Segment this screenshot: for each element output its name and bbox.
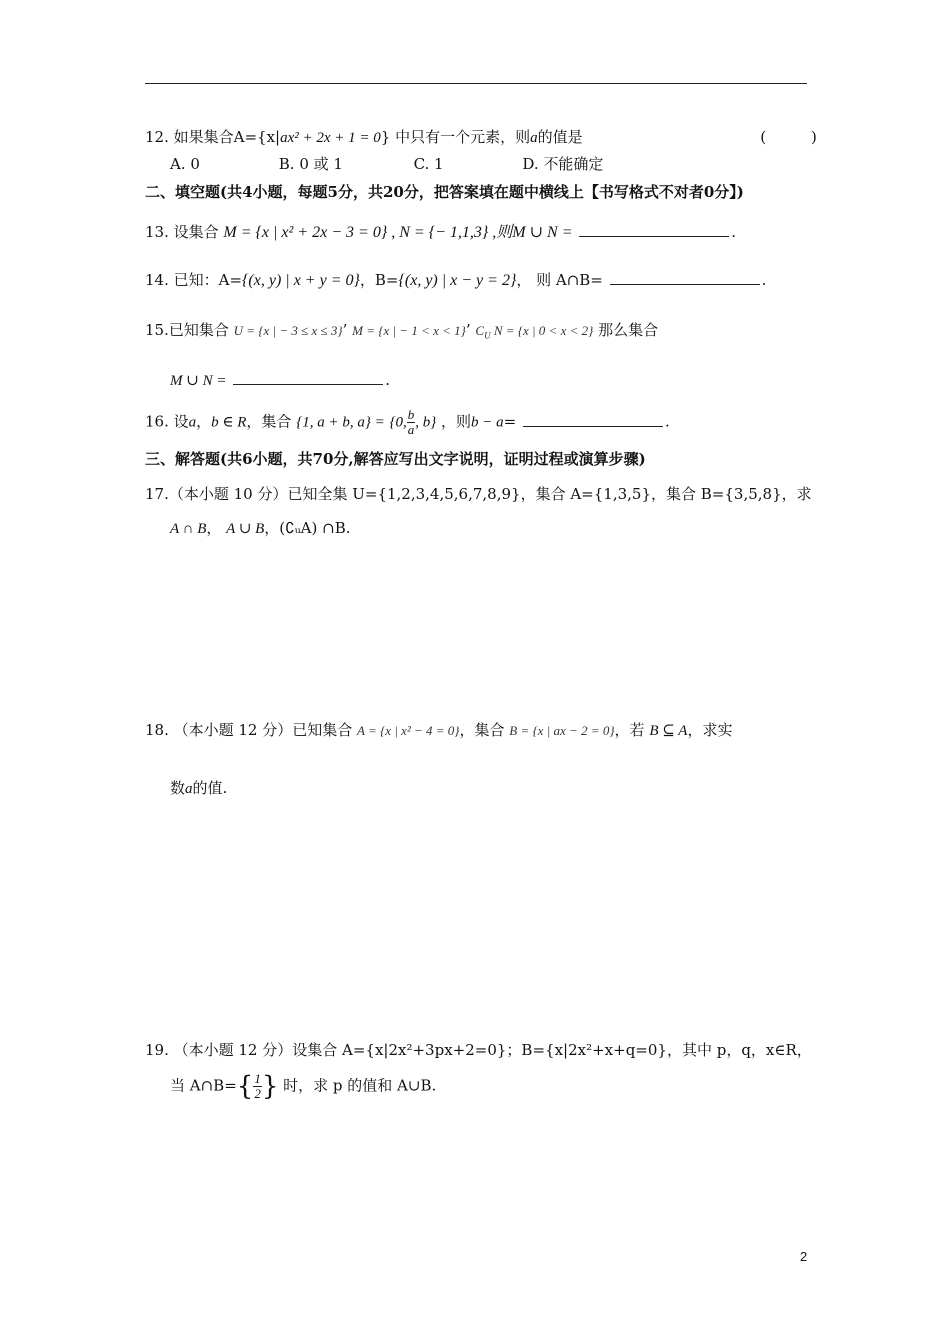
answer-blank: [233, 370, 383, 385]
answer-blank: [610, 270, 760, 285]
fraction-b-over-a: $\frac{b}{a}$: [407, 407, 415, 437]
answer-paren: ( ): [760, 128, 817, 146]
question-12: 12. 如果集合A={x|ax² + 2x + 1 = 0} 中只有一个元素，则a的值是 ( ): [145, 128, 817, 146]
question-13: 13. 设集合 M = {x | x² + 2x − 3 = 0} , N = {− 1,1,3} ,则M ∪ N = .: [145, 223, 737, 241]
question-17: 17.（本小题 10 分）已知全集 U={1,2,3,4,5,6,7,8,9}，集合 A={1,3,5}，集合 B={3,5,8}，求: [145, 485, 812, 503]
page-number: 2: [800, 1249, 808, 1264]
header-rule: [145, 83, 807, 84]
section-3-heading: 三、解答题(共6小题，共70分,解答应写出文字说明，证明过程或演算步骤): [145, 450, 646, 468]
question-17-line-2: A ∩ B， A ∪ B，(∁ᵤA) ∩B.: [170, 519, 351, 537]
option-b: B. 0 或 1: [278, 155, 343, 173]
option-a: A. 0: [170, 155, 200, 173]
question-16: 16. 设a，b ∈ R，集合 {1, a + b, a} = {0, $\frac{b}{a}$ , b} ，则b − a= .: [145, 407, 670, 437]
answer-blank: [579, 222, 729, 237]
question-12-options: [170, 154, 603, 174]
option-c: C. 1: [413, 155, 444, 173]
question-18-line-2: 数a的值.: [170, 779, 228, 797]
question-19: 19. （本小题 12 分）设集合 A={x|2x²+3px+2=0}；B={x|2x²+x+q=0}，其中 p，q，x∈R，: [145, 1041, 812, 1059]
fraction-one-half: $\frac{1}{2}$: [254, 1071, 261, 1101]
section-2-heading: 二、填空题(共4小题，每题5分，共20分，把答案填在题中横线上【书写格式不对者0分】): [145, 183, 744, 201]
question-15: 15.已知集合 U = {x | − 3 ≤ x ≤ 3}’ M = {x | − 1 < x < 1}’ $C_U$ N = {x | 0 < x < 2} 那么集合: [145, 321, 659, 341]
question-18: 18. （本小题 12 分）已知集合 A = {x | x² − 4 = 0}，集合 B = {x | ax − 2 = 0}，若 B ⊆ A，求实: [145, 721, 733, 739]
answer-blank: [523, 412, 663, 427]
question-14: 14. 已知：A={(x, y) | x + y = 0}，B={(x, y) | x − y = 2}， 则 A∩B= .: [145, 271, 767, 289]
option-d: D. 不能确定: [522, 155, 604, 173]
question-15-line-2: M ∪ N = .: [170, 371, 391, 389]
question-19-line-2: 当 A∩B={ $\frac{1}{2}$ } 时，求 p 的值和 A∪B.: [170, 1071, 437, 1102]
